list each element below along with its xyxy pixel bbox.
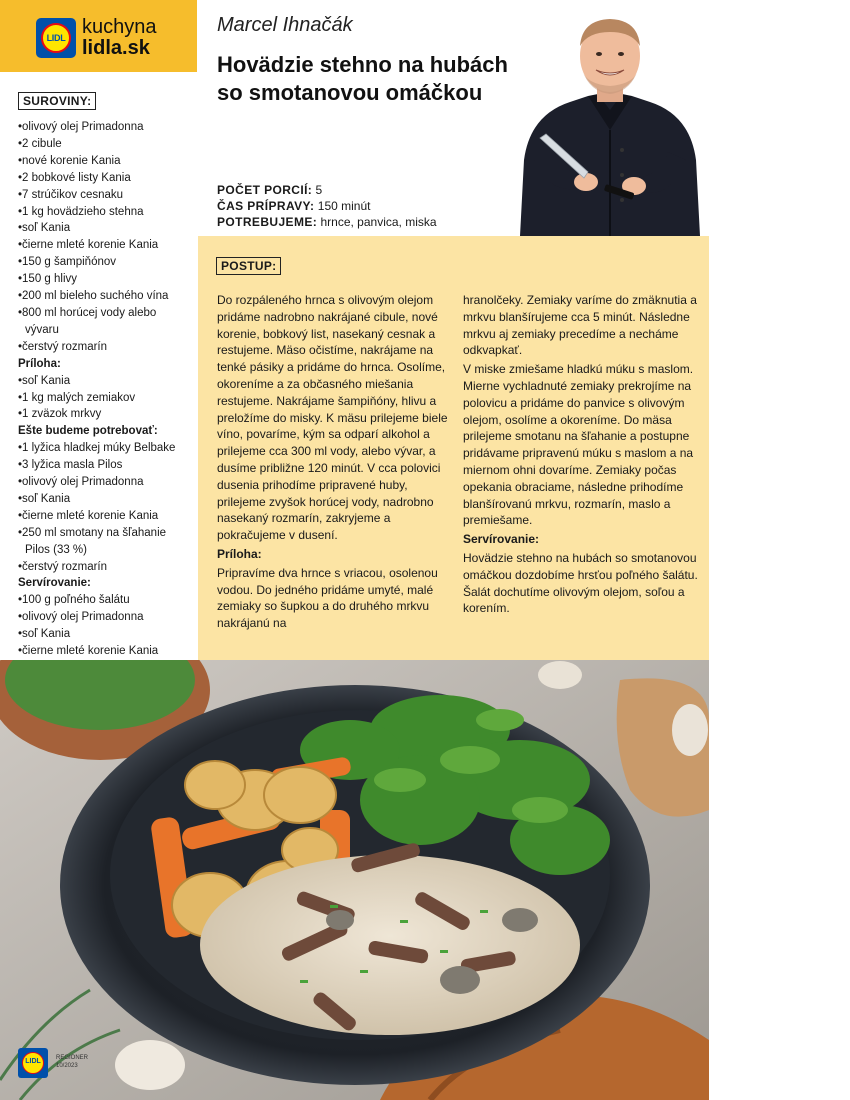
method-paragraph: Pripravíme dva hrnce s vriacou, osolenou vodou. Do jedného pridáme umyté, malé zemiaky so šupkou a do druhého mrkvu nakrájanú na [217,565,438,631]
ingredient-text: 1 kg malých zemiakov [22,391,136,404]
ingredient-text: 150 g šampiňónov [22,256,117,269]
ingredient-item [18,592,198,609]
method-column-right [463,292,699,619]
ingredient-item [18,119,198,136]
ingredient-item [18,170,198,187]
ingredient-item [18,373,198,390]
ingredient-text-continued: Pilos (33 %) [25,543,87,556]
ingredient-text: 7 strúčikov cesnaku [22,188,124,201]
site-name-line1: kuchyna [82,16,157,38]
ingredient-item [18,220,198,237]
ingredient-subheading [18,356,198,373]
recipe-title: Hovädzie stehno na hubách so smotanovou omáčkou [217,52,508,105]
footer-note [56,1054,88,1070]
ingredient-item [18,136,198,153]
method-paragraph: Do rozpáleného hrnca s olivovým olejom pridáme nadrobno nakrájané cibule, nové korenie, bobkový list, nasekaný cesnak a restujeme. Mäso očistíme, nakrájame na tenké pásiky a pridáme do hrnca. Osolíme, okoreníme a za občasného miešania restujeme. Nakrájame šampiňóny, hlivu a preložíme do misky. K mäsu prilejeme biele víno, povaríme, kým sa odparí alkohol a prilejeme cca 300 ml vody, alebo vývar, a dusíme približne 120 minút. V cca polovici dusenia prihodíme pripravené huby, prilejeme zvyšok horúcej vody, nadrobno nasekaný rozmarín, zakryjeme a pokračujeme v dusení. [217,293,448,543]
time-row [217,198,437,214]
portions-label: POČET PORCIÍ: [217,183,313,197]
ingredient-text: Ešte budeme potrebovať: [18,425,158,438]
lidl-logo[interactable] [36,18,76,58]
site-name-line2: lidla.sk [82,37,150,59]
portions-row [217,182,437,198]
ingredient-text: 2 cibule [22,137,62,150]
ingredient-item [18,643,198,660]
ingredient-text: čierne mleté korenie Kania [22,239,159,252]
ingredient-item [18,491,198,508]
method-paragraph: V miske zmiešame hladkú múku s maslom. Mierne vychladnuté zemiaky prekrojíme na polovicu a pridáme do panvice s olivovým olejom, osolíme a okoreníme. Do mäsa prilejeme smotanu na šľahanie a postupne pridávame pripravenú múku s maslom a na miernom ohni dovaríme. Zemiaky počas opekania obraciame, následne prihodíme blanšírovanú mrkvu, rozmarín, maslo a premiešame. [463,362,694,528]
ingredient-subheading [18,575,198,592]
recipe-meta [217,182,437,230]
ingredients-heading: SUROVINY: [18,92,96,110]
portions-value: 5 [312,183,323,197]
ingredient-text: Príloha: [18,357,61,370]
ingredient-text: olivový olej Primadonna [22,611,144,624]
method-subheading: Servírovanie: [463,532,540,547]
ingredient-text: nové korenie Kania [22,154,121,167]
ingredient-item [18,187,198,204]
method-paragraph: Hovädzie stehno na hubách so smotanovou omáčkou dozdobíme hrsťou poľného šalátu. Šalát dochutíme olivovým olejom, soľou a korením. [463,550,698,616]
needs-row [217,214,437,230]
time-label: ČAS PRÍPRAVY: [217,199,315,213]
needs-value: hrnce, panvica, miska [317,215,437,229]
ingredient-text: Servírovanie: [18,577,91,590]
ingredient-item [18,609,198,626]
ingredient-text: čerstvý rozmarín [22,560,108,573]
brand-header [0,0,197,72]
ingredient-text: čierne mleté korenie Kania [22,509,159,522]
ingredient-item [18,457,198,474]
ingredient-item [18,204,198,221]
lidl-logo-ring [41,23,71,53]
method-paragraph: hranolčeky. Zemiaky varíme do zmäknutia a mrkvu blanšírujeme cca 5 minút. Následne mrkvu aj zemiaky precedíme a necháme odkvapkať. [463,293,697,358]
ingredient-subheading [18,423,198,440]
ingredient-text: olivový olej Primadonna [22,476,144,489]
footer-lidl-logo [18,1048,48,1078]
ingredient-text: soľ Kania [22,628,71,641]
ingredient-text: olivový olej Primadonna [22,121,144,133]
footer-note-line1: REGIONER [56,1055,89,1061]
ingredient-item [18,440,198,457]
lidl-logo-text: LIDL [46,33,66,43]
ingredient-text: 800 ml horúcej vody alebo [22,306,157,319]
ingredient-text: 150 g hlivy [22,273,78,286]
footer-note-line2: 10/2023 [56,1063,78,1069]
method-heading: POSTUP: [216,257,281,275]
footer-lidl-logo-ring [22,1052,44,1074]
ingredient-item [18,288,198,305]
ingredient-text: 100 g poľného šalátu [22,594,130,607]
ingredient-text: soľ Kania [22,492,71,505]
ingredient-item [18,474,198,491]
ingredients-sidebar [18,92,198,660]
chef-photo [510,10,710,236]
ingredient-text: 3 lyžica masla Pilos [22,459,123,472]
time-value: 150 minút [314,199,371,213]
ingredient-text: čerstvý rozmarín [22,340,108,353]
ingredient-text: soľ Kania [22,374,71,387]
ingredient-item [18,626,198,643]
ingredient-item [18,559,198,576]
ingredient-text: 1 kg hovädzieho stehna [22,205,144,218]
ingredient-item [18,339,198,356]
ingredient-item [18,525,198,559]
dish-photo [0,660,709,1100]
ingredient-item [18,237,198,254]
ingredient-item [18,406,198,423]
chef-name: Marcel Ihnačák [217,14,353,36]
ingredient-text: 2 bobkové listy Kania [22,171,131,184]
ingredient-item [18,153,198,170]
ingredient-item [18,390,198,407]
ingredient-item [18,305,198,339]
ingredient-text: čierne mleté korenie Kania [22,645,159,658]
ingredient-item [18,271,198,288]
needs-label: POTREBUJEME: [217,215,318,229]
ingredient-item [18,254,198,271]
footer-lidl-logo-text: LIDL [25,1058,41,1065]
ingredient-item [18,508,198,525]
ingredient-text: soľ Kania [22,222,71,235]
method-column-left [217,292,449,634]
ingredient-text-continued: vývaru [25,323,59,336]
ingredient-text: 1 zväzok mrkvy [22,408,102,421]
ingredient-text: 250 ml smotany na šľahanie [22,526,167,539]
ingredient-text: 200 ml bieleho suchého vína [22,290,169,303]
method-subheading: Príloha: [217,546,262,561]
method-panel [198,236,709,666]
site-name[interactable] [82,17,157,59]
ingredients-list [18,119,198,660]
ingredient-text: 1 lyžica hladkej múky Belbake [22,442,176,455]
